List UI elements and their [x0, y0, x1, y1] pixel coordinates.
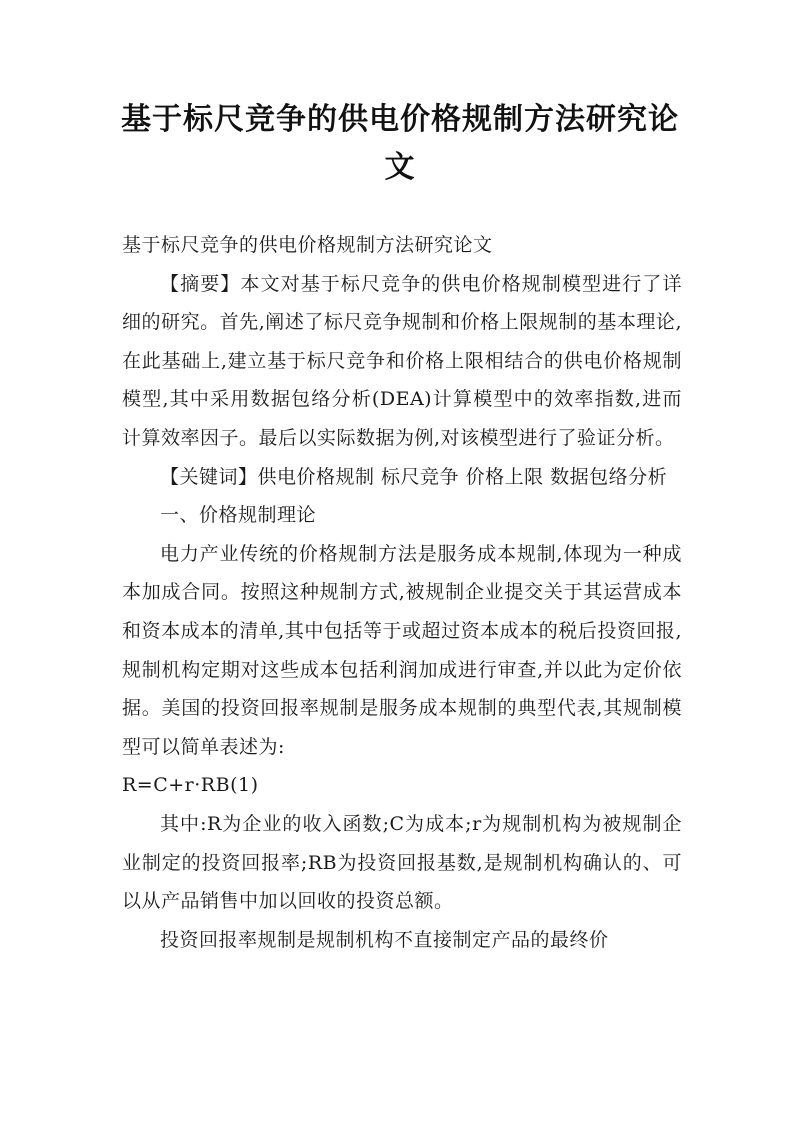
section-heading: 一、价格规制理论 [160, 504, 317, 527]
body-paragraph: 电力产业传统的价格规制方法是服务成本规制,体现为一种成本加成合同。按照这种规制方式,被规制企业提交关于其运营成本和资本成本的清单,其中包括等于或超过资本成本的税后投资回报,规制机构定期对这些成本包括利润加成进行审查,并以此为定价依据。美国的投资回报率规制是服务成本规制的典型代表,其规制模型可以简单表述为: [122, 542, 682, 758]
abstract-paragraph: 【摘要】本文对基于标尺竞争的供电价格规制模型进行了详细的研究。首先,阐述了标尺竞争规制和价格上限规制的基本理论,在此基础上,建立基于标尺竞争和价格上限相结合的供电价格规制模型,其中采用数据包络分析(DEA)计算模型中的效率指数,进而计算效率因子。最后以实际数据为例,对该模型进行了验证分析。 [122, 272, 682, 449]
formula: R=C+r·RB(1) [122, 774, 259, 797]
repeated-title-paragraph: 基于标尺竞争的供电价格规制方法研究论文 [122, 234, 493, 256]
body-paragraph: 投资回报率规制是规制机构不直接制定产品的最终价 [160, 928, 609, 951]
keywords-paragraph: 【关键词】供电价格规制 标尺竞争 价格上限 数据包络分析 [160, 465, 668, 488]
body-paragraph: 其中:R为企业的收入函数;C为成本;r为规制机构为被规制企业制定的投资回报率;RB为投资回报基数,是规制机构确认的、可以从产品销售中加以回收的投资总额。 [122, 812, 682, 913]
document-title: 基于标尺竞争的供电价格规制方法研究论文 [121, 102, 679, 185]
document-body [122, 226, 682, 959]
